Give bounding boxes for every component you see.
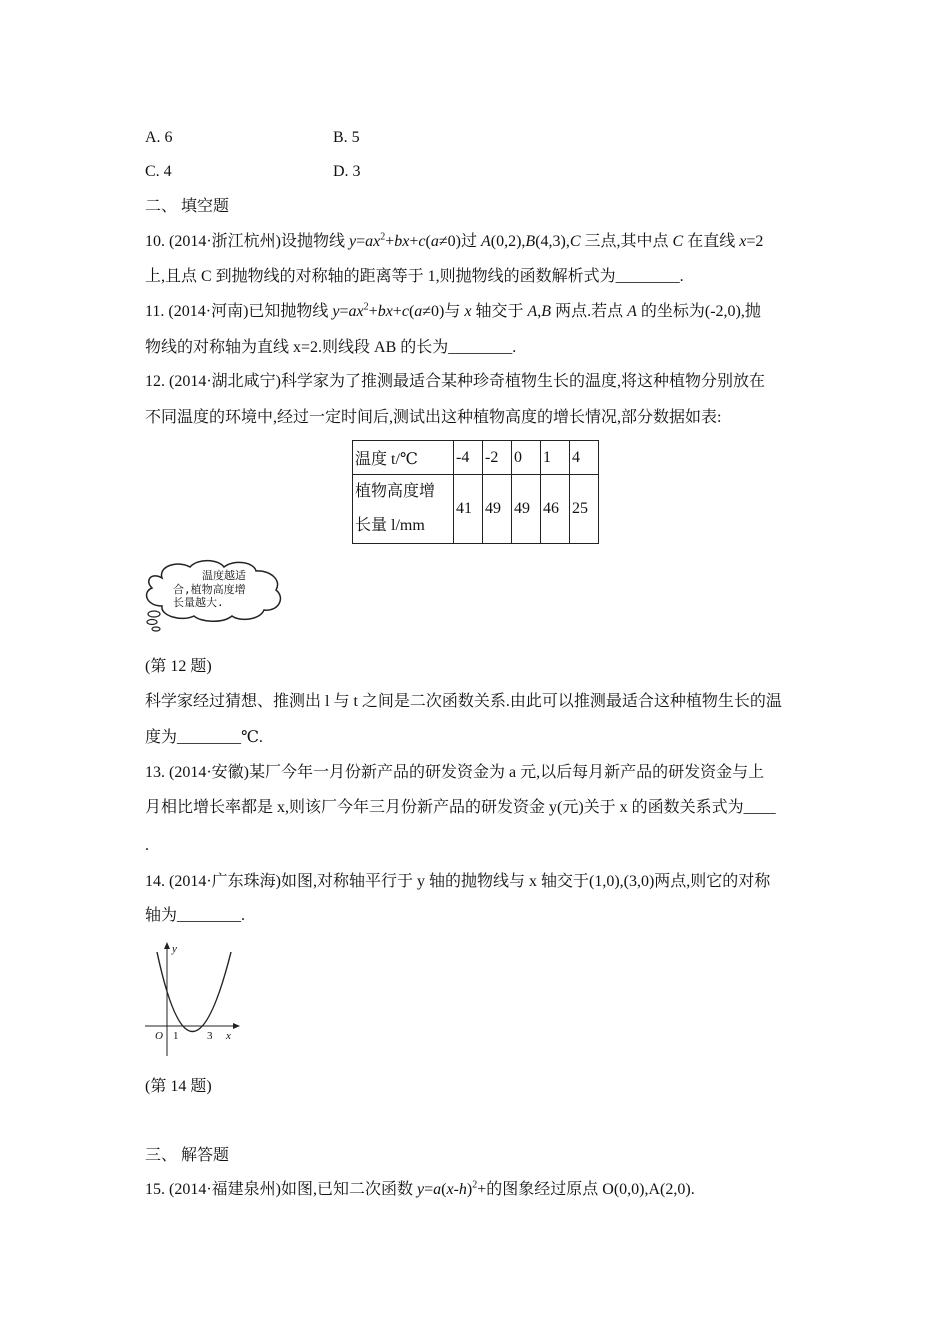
cloud-bubble — [148, 611, 160, 617]
section-fill-in-heading: 二、 填空题 — [145, 198, 230, 215]
table-row — [353, 441, 599, 475]
table-cell: 49 — [483, 475, 512, 544]
table-cell: 4 — [570, 441, 599, 475]
question-13-line-3: . — [145, 837, 149, 854]
question-13-line-2: 月相比增长率都是 x,则该厂今年三月份新产品的研发资金 y(元)关于 x 的函数关系式为____ — [145, 799, 776, 816]
question-13-line-1: 13. (2014·安徽)某厂今年一月份新产品的研发资金为 a 元,以后每月新产品的研发资金与上 — [145, 764, 765, 781]
cloud-text-line-1: 温度越适 — [202, 569, 246, 582]
table-cell: -4 — [454, 441, 483, 475]
table-header-growth-b: 长量 l/mm — [355, 517, 425, 534]
table-cell: 0 — [512, 441, 541, 475]
question-12-line-4: 度为________℃. — [145, 729, 263, 746]
question-15-line-1: 15. (2014·福建泉州)如图,已知二次函数 $y=a(x-h)^2+$的图象经过原点 O(0,0),A(2,0). — [145, 1179, 695, 1198]
question-15-suffix: 的图象经过原点 O(0,0),A(2,0). — [486, 1181, 695, 1198]
question-12-line-3: 科学家经过猜想、推测出 l 与 t 之间是二次函数关系.由此可以推测最适合这种植物生长的温 — [145, 693, 782, 710]
tick-label-1: 1 — [173, 1030, 179, 1042]
figure-14-caption: (第 14 题) — [145, 1078, 212, 1095]
tick-label-3: 3 — [207, 1030, 213, 1042]
x-axis-arrow — [233, 1023, 240, 1029]
y-axis-arrow — [164, 942, 170, 949]
question-11-line-1: 11. (2014·河南)已知抛物线 $y=ax^2+bx+c(a\ne 0)$与 x 轴交于 A,B 两点.若点 A 的坐标为(-2,0),抛 — [145, 301, 761, 320]
question-14-line-2: 轴为________. — [145, 907, 246, 924]
question-10-line-2: 上,且点 C 到抛物线的对称轴的距离等于 1,则抛物线的函数解析式为________. — [145, 268, 684, 285]
table-header-growth-a: 植物高度增 — [355, 483, 436, 500]
option-c: C. 4 — [145, 163, 172, 180]
option-b: B. 5 — [333, 129, 360, 146]
cloud-text-line-2: 合,植物高度增 — [173, 583, 246, 596]
question-11-line-2: 物线的对称轴为直线 x=2.则线段 AB 的长为________. — [145, 339, 517, 356]
table-cell: 25 — [570, 475, 599, 544]
figure-12-caption: (第 12 题) — [145, 658, 212, 675]
table-cell: 41 — [454, 475, 483, 544]
table-header-growth — [353, 475, 454, 544]
y-axis-label: y — [172, 943, 177, 955]
option-a: A. 6 — [145, 129, 173, 146]
x-axis-label: x — [226, 1030, 231, 1042]
origin-label: O — [155, 1030, 163, 1042]
question-11-prefix: 11. (2014·河南)已知抛物线 — [145, 303, 333, 320]
option-d: D. 3 — [333, 163, 361, 180]
table-cell: 1 — [541, 441, 570, 475]
question-14-line-1: 14. (2014·广东珠海)如图,对称轴平行于 y 轴的抛物线与 x 轴交于(1,0),(3,0)两点,则它的对称 — [145, 873, 771, 890]
question-12-line-2: 不同温度的环境中,经过一定时间后,测试出这种植物高度的增长情况,部分数据如表: — [145, 409, 722, 426]
parabola-curve — [157, 952, 231, 1032]
cloud-bubble — [152, 627, 160, 631]
table-cell: 46 — [541, 475, 570, 544]
cloud-bubble — [147, 620, 157, 625]
cloud-text-line-3: 长量越大. — [173, 596, 224, 609]
parabola-graph — [140, 938, 245, 1063]
question-10-prefix: 10. (2014·浙江杭州)设抛物线 — [145, 233, 349, 250]
table-cell: 49 — [512, 475, 541, 544]
question-12-line-1: 12. (2014·湖北咸宁)科学家为了推测最适合某种珍奇植物生长的温度,将这种植物分别放在 — [145, 373, 765, 390]
temperature-growth-table — [352, 440, 599, 544]
question-15-prefix: 15. (2014·福建泉州)如图,已知二次函数 — [145, 1181, 417, 1198]
table-cell: -2 — [483, 441, 512, 475]
section-solution-heading: 三、 解答题 — [145, 1147, 230, 1164]
table-row — [353, 475, 599, 544]
question-10-line-1: 10. (2014·浙江杭州)设抛物线 $y=ax^2+bx+c(a\ne 0)$过 A(0,2),B(4,3),C 三点,其中点 C 在直线 x=2 — [145, 231, 764, 250]
table-header-temperature: 温度 t/℃ — [353, 441, 454, 475]
thought-cloud-illustration — [140, 558, 290, 636]
